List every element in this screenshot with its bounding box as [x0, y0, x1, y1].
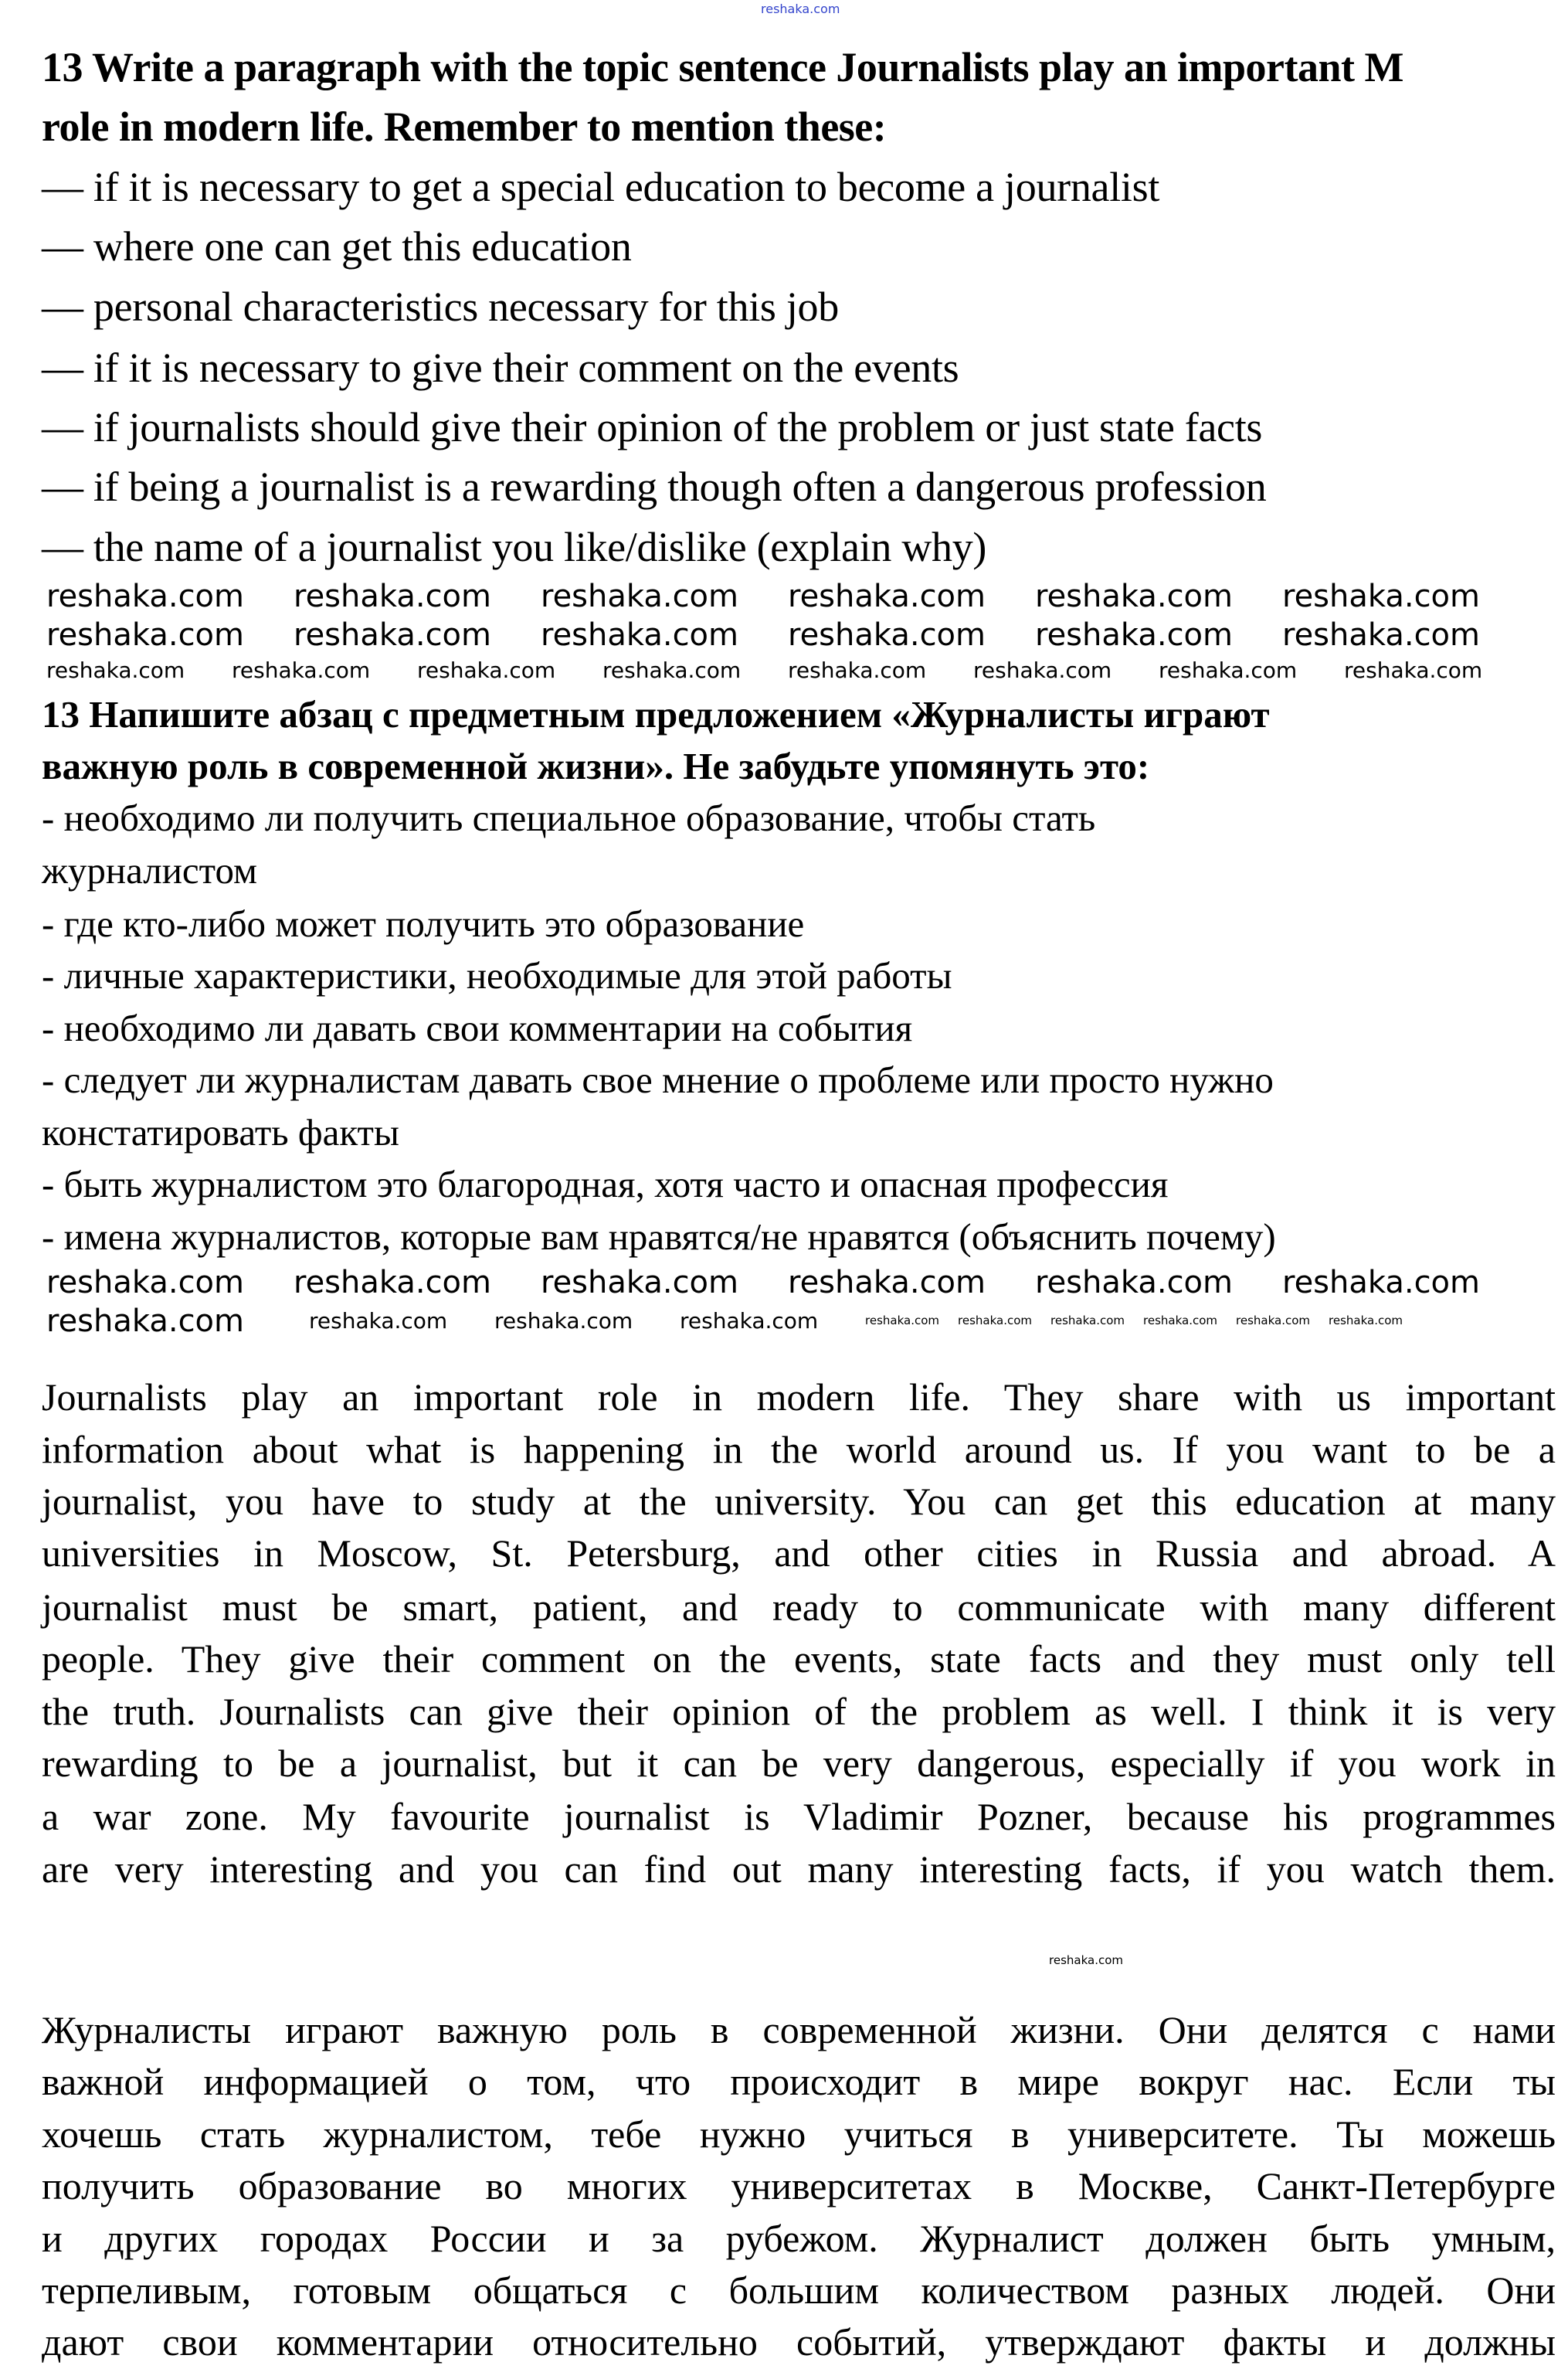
- task-en-heading-line: role in modern life. Remember to mention these:: [42, 104, 887, 150]
- answer-ru-line: хочешь стать журналистом, тебе нужно учиться в университете. Ты можешь: [42, 2112, 1556, 2156]
- task-en-item: — if being a journalist is a rewarding though often a dangerous profession: [42, 464, 1267, 510]
- watermark: reshaka.com: [973, 658, 1112, 683]
- answer-en-line: journalist, you have to study at the university. You can get this education at many: [42, 1480, 1556, 1523]
- watermark: reshaka.com: [680, 1308, 819, 1334]
- task-ru-item: - следует ли журналистам давать свое мнение о проблеме или просто нужно: [42, 1059, 1274, 1101]
- task-ru-heading-line: 13 Напишите абзац с предметным предложением «Журналисты играют: [42, 693, 1270, 736]
- answer-ru-line: и других городах России и за рубежом. Журналист должен быть умным,: [42, 2217, 1556, 2260]
- watermark: reshaka.com: [1282, 1265, 1480, 1300]
- watermark: reshaka.com: [1329, 1314, 1403, 1327]
- watermark: reshaka.com: [1236, 1314, 1310, 1327]
- watermark: reshaka.com: [309, 1308, 448, 1334]
- watermark: reshaka.com: [294, 617, 491, 653]
- answer-en-line: are very interesting and you can find out many interesting facts, if you watch them.: [42, 1847, 1556, 1891]
- answer-ru-line: терпеливым, готовым общаться с большим количеством разных людей. Они: [42, 2269, 1556, 2312]
- watermark: reshaka.com: [46, 617, 244, 653]
- watermark: reshaka.com: [958, 1314, 1032, 1327]
- task-ru-item: - необходимо ли получить специальное образование, чтобы стать: [42, 797, 1096, 839]
- task-ru-item: - быть журналистом это благородная, хотя часто и опасная профессия: [42, 1163, 1169, 1205]
- watermark: reshaka.com: [46, 1265, 244, 1300]
- header-watermark: reshaka.com: [761, 2, 840, 16]
- watermark: reshaka.com: [788, 1265, 986, 1300]
- task-ru-item: - имена журналистов, которые вам нравятся/не нравятся (объяснить почему): [42, 1215, 1276, 1258]
- answer-en-line: Journalists play an important role in modern life. They share with us important: [42, 1375, 1556, 1419]
- task-en-item: — if it is necessary to give their comment on the events: [42, 345, 959, 391]
- task-ru-item: журналистом: [42, 849, 258, 892]
- answer-en-line: universities in Moscow, St. Petersburg, and other cities in Russia and abroad. A: [42, 1531, 1556, 1575]
- watermark: reshaka.com: [1035, 579, 1233, 614]
- answer-en-line: people. They give their comment on the events, state facts and they must only tell: [42, 1637, 1556, 1681]
- answer-ru-line: важной информацией о том, что происходит в мире вокруг нас. Если ты: [42, 2060, 1556, 2103]
- answer-ru-line: получить образование во многих университетах в Москве, Санкт-Петербурге: [42, 2164, 1556, 2207]
- watermark: reshaka.com: [46, 658, 185, 683]
- watermark: reshaka.com: [1049, 1953, 1123, 1967]
- task-ru-item: - где кто-либо может получить это образование: [42, 902, 805, 945]
- watermark: reshaka.com: [46, 1303, 244, 1339]
- watermark: reshaka.com: [46, 579, 244, 614]
- answer-en-line: journalist must be smart, patient, and ready to communicate with many different: [42, 1585, 1556, 1629]
- answer-ru-line: дают свои комментарии относительно событий, утверждают факты и должны: [42, 2320, 1556, 2364]
- answer-en-line: rewarding to be a journalist, but it can be very dangerous, especially if you work in: [42, 1742, 1556, 1785]
- watermark: reshaka.com: [1143, 1314, 1217, 1327]
- watermark: reshaka.com: [1344, 658, 1483, 683]
- watermark: reshaka.com: [294, 1265, 491, 1300]
- watermark: reshaka.com: [1035, 1265, 1233, 1300]
- watermark: reshaka.com: [541, 617, 738, 653]
- watermark: reshaka.com: [417, 658, 556, 683]
- task-ru-item: констатировать факты: [42, 1111, 399, 1154]
- watermark: reshaka.com: [541, 579, 738, 614]
- task-en-item: — if it is necessary to get a special education to become a journalist: [42, 164, 1160, 210]
- task-en-item: — where one can get this education: [42, 223, 632, 270]
- watermark: reshaka.com: [1282, 617, 1480, 653]
- task-ru-item: - необходимо ли давать свои комментарии на события: [42, 1007, 913, 1049]
- answer-en-line: a war zone. My favourite journalist is Vladimir Pozner, because his programmes: [42, 1795, 1556, 1838]
- answer-en-line: information about what is happening in the world around us. If you want to be a: [42, 1428, 1556, 1471]
- answer-en-line: the truth. Journalists can give their opinion of the problem as well. I think it is very: [42, 1690, 1556, 1733]
- watermark: reshaka.com: [1159, 658, 1298, 683]
- answer-ru-line: Журналисты играют важную роль в современной жизни. Они делятся с нами: [42, 2008, 1556, 2051]
- watermark: reshaka.com: [494, 1308, 633, 1334]
- watermark: reshaka.com: [865, 1314, 939, 1327]
- watermark: reshaka.com: [294, 579, 491, 614]
- watermark: reshaka.com: [788, 658, 927, 683]
- task-en-item: — if journalists should give their opinion of the problem or just state facts: [42, 404, 1263, 450]
- watermark: reshaka.com: [788, 617, 986, 653]
- task-en-heading-line: 13 Write a paragraph with the topic sentence Journalists play an important M: [42, 44, 1403, 90]
- watermark: reshaka.com: [788, 579, 986, 614]
- watermark: reshaka.com: [1282, 579, 1480, 614]
- watermark: reshaka.com: [602, 658, 742, 683]
- watermark: reshaka.com: [1050, 1314, 1125, 1327]
- task-ru-heading-line: важную роль в современной жизни». Не забудьте упомянуть это:: [42, 745, 1150, 787]
- task-en-item: — personal characteristics necessary for this job: [42, 284, 839, 330]
- watermark: reshaka.com: [232, 658, 371, 683]
- task-en-item: — the name of a journalist you like/dislike (explain why): [42, 524, 987, 570]
- task-ru-item: - личные характеристики, необходимые для этой работы: [42, 954, 952, 997]
- watermark: reshaka.com: [1035, 617, 1233, 653]
- watermark: reshaka.com: [541, 1265, 738, 1300]
